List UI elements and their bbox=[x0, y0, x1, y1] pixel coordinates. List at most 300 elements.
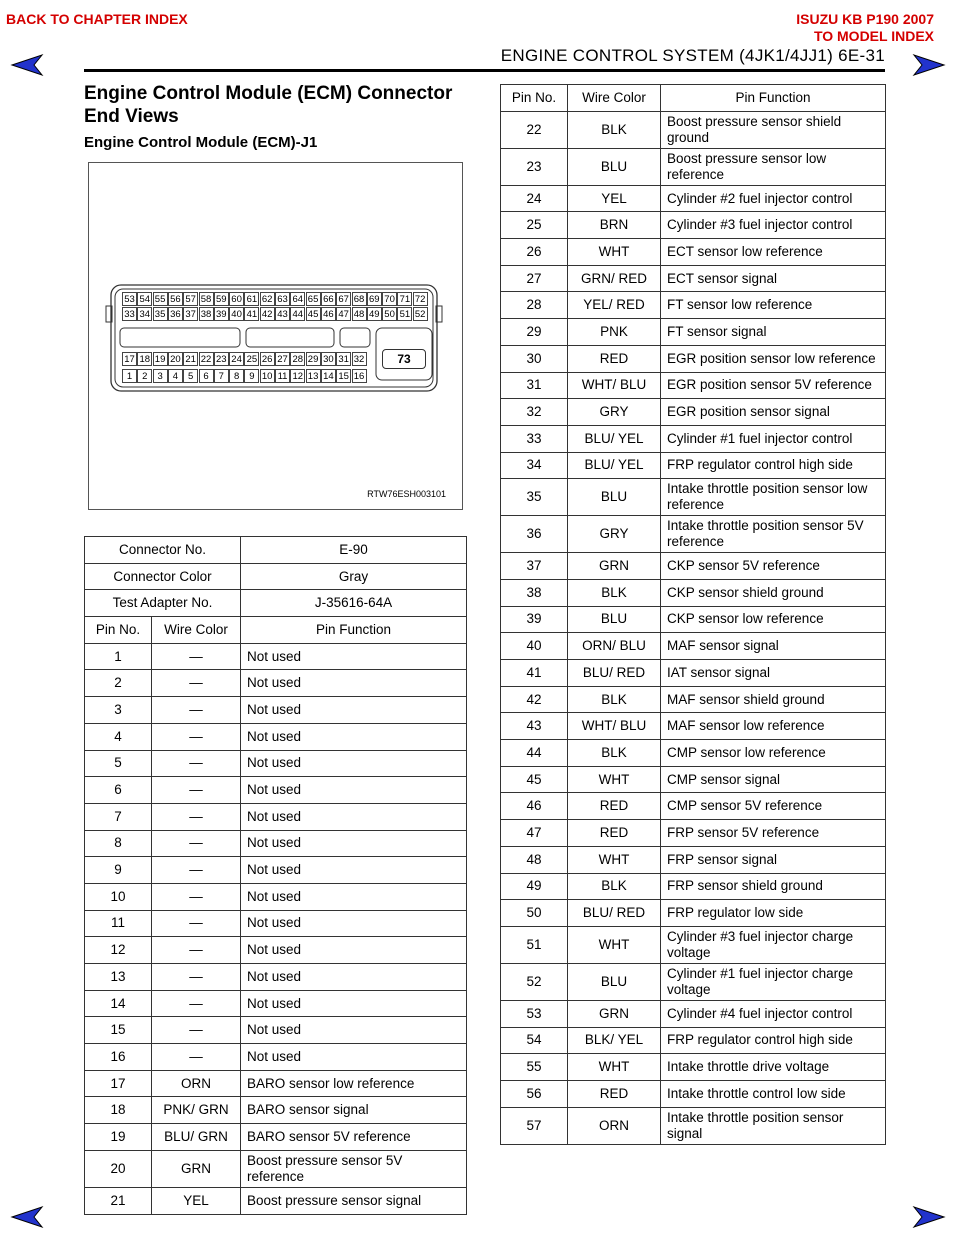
wire-color: — bbox=[152, 803, 241, 830]
wire-color: ORN/ BLU bbox=[568, 633, 661, 660]
pin-function: Intake throttle control low side bbox=[661, 1080, 886, 1107]
connector-pin: 60 bbox=[229, 292, 244, 306]
connector-pin: 17 bbox=[122, 352, 137, 366]
pin-number: 23 bbox=[501, 148, 568, 185]
pin-number: 29 bbox=[501, 319, 568, 346]
pin-function: Not used bbox=[241, 750, 467, 777]
pin-function: Cylinder #2 fuel injector control bbox=[661, 185, 886, 212]
connector-pin: 67 bbox=[336, 292, 351, 306]
wire-color: BLK/ YEL bbox=[568, 1027, 661, 1054]
connector-pin: 27 bbox=[275, 352, 290, 366]
pin-function: Boost pressure sensor shield ground bbox=[661, 111, 886, 148]
pin-row bbox=[85, 1070, 467, 1097]
connector-pin: 33 bbox=[122, 307, 137, 321]
pin-function: BARO sensor 5V reference bbox=[241, 1124, 467, 1151]
figure-code: RTW76ESH003101 bbox=[367, 489, 446, 499]
pin-number: 44 bbox=[501, 740, 568, 767]
pin-row bbox=[501, 1054, 886, 1081]
connector-pin: 23 bbox=[214, 352, 229, 366]
left-pin-table bbox=[84, 536, 467, 1215]
pin-number: 33 bbox=[501, 425, 568, 452]
pin-number: 35 bbox=[501, 479, 568, 516]
pin-number: 48 bbox=[501, 846, 568, 873]
section-subheading: Engine Control Module (ECM)-J1 bbox=[84, 134, 318, 151]
connector-pin: 49 bbox=[367, 307, 382, 321]
pin-row bbox=[85, 697, 467, 724]
pin-number: 40 bbox=[501, 633, 568, 660]
column-header-row bbox=[85, 617, 467, 644]
connector-pin: 32 bbox=[352, 352, 367, 366]
pin-function: FT sensor low reference bbox=[661, 292, 886, 319]
wire-color: BLU/ RED bbox=[568, 900, 661, 927]
pin-function: FT sensor signal bbox=[661, 319, 886, 346]
wire-color: GRY bbox=[568, 399, 661, 426]
connector-pin: 24 bbox=[229, 352, 244, 366]
pin-function: EGR position sensor 5V reference bbox=[661, 372, 886, 399]
pin-function: Not used bbox=[241, 1017, 467, 1044]
connector-pin: 5 bbox=[183, 369, 198, 383]
connector-outline bbox=[89, 163, 464, 511]
wire-color: RED bbox=[568, 345, 661, 372]
connector-pin: 64 bbox=[290, 292, 305, 306]
back-to-chapter-index-link[interactable]: BACK TO CHAPTER INDEX bbox=[6, 11, 188, 27]
pin-number: 55 bbox=[501, 1054, 568, 1081]
connector-pin: 69 bbox=[367, 292, 382, 306]
connector-pin: 1 bbox=[122, 369, 137, 383]
pin-function: CKP sensor low reference bbox=[661, 606, 886, 633]
wire-color: — bbox=[152, 643, 241, 670]
pin-number: 22 bbox=[501, 111, 568, 148]
pin-row bbox=[85, 723, 467, 750]
pin-function: FRP sensor shield ground bbox=[661, 873, 886, 900]
pin-number: 9 bbox=[85, 857, 152, 884]
pin-number: 36 bbox=[501, 516, 568, 553]
pin-function: Not used bbox=[241, 830, 467, 857]
pin-function: Cylinder #1 fuel injector charge voltage bbox=[661, 963, 886, 1000]
col-func-header: Pin Function bbox=[241, 617, 467, 644]
connector-pin: 34 bbox=[137, 307, 152, 321]
connector-pin: 44 bbox=[290, 307, 305, 321]
next-page-arrow-bottom-icon[interactable] bbox=[912, 1204, 946, 1235]
pin-row bbox=[501, 686, 886, 713]
wire-color: YEL/ RED bbox=[568, 292, 661, 319]
prev-page-arrow-bottom-icon[interactable] bbox=[10, 1204, 44, 1235]
pin-row bbox=[501, 963, 886, 1000]
connector-pin: 16 bbox=[352, 369, 367, 383]
pin-number: 34 bbox=[501, 452, 568, 479]
pin-row bbox=[501, 900, 886, 927]
wire-color: GRY bbox=[568, 516, 661, 553]
connector-no-row bbox=[85, 537, 467, 564]
wire-color: BLU bbox=[568, 148, 661, 185]
wire-color: BLK bbox=[568, 740, 661, 767]
pin-function: FRP sensor signal bbox=[661, 846, 886, 873]
pin-row bbox=[501, 239, 886, 266]
connector-pin: 59 bbox=[214, 292, 229, 306]
wire-color: BLK bbox=[568, 579, 661, 606]
connector-pin: 50 bbox=[382, 307, 397, 321]
pin-row bbox=[501, 399, 886, 426]
pin-row bbox=[501, 212, 886, 239]
pin-function: Not used bbox=[241, 910, 467, 937]
connector-pin: 56 bbox=[168, 292, 183, 306]
pin-function: Not used bbox=[241, 883, 467, 910]
pin-row bbox=[501, 606, 886, 633]
pin-function: CKP sensor 5V reference bbox=[661, 553, 886, 580]
connector-figure bbox=[88, 162, 463, 510]
pin-function: CMP sensor signal bbox=[661, 766, 886, 793]
wire-color: — bbox=[152, 777, 241, 804]
connector-pin: 21 bbox=[183, 352, 198, 366]
pin-function: Not used bbox=[241, 643, 467, 670]
pin-row bbox=[501, 873, 886, 900]
to-model-index-link[interactable]: TO MODEL INDEX bbox=[813, 28, 934, 44]
wire-color: GRN bbox=[568, 553, 661, 580]
col-pin-header: Pin No. bbox=[501, 85, 568, 112]
pin-number: 32 bbox=[501, 399, 568, 426]
connector-pin: 62 bbox=[260, 292, 275, 306]
pin-function: FRP regulator control high side bbox=[661, 452, 886, 479]
prev-page-arrow-icon[interactable] bbox=[10, 52, 44, 83]
pin-row bbox=[501, 111, 886, 148]
pin-row bbox=[501, 452, 886, 479]
wire-color: RED bbox=[568, 793, 661, 820]
pin-row bbox=[85, 830, 467, 857]
pin-number: 18 bbox=[85, 1097, 152, 1124]
pin-function: MAF sensor signal bbox=[661, 633, 886, 660]
connector-pin: 43 bbox=[275, 307, 290, 321]
connector-pin: 15 bbox=[336, 369, 351, 383]
pin-function: EGR position sensor signal bbox=[661, 399, 886, 426]
test-adapter-label: Test Adapter No. bbox=[85, 590, 241, 617]
pin-row bbox=[85, 883, 467, 910]
wire-color: — bbox=[152, 723, 241, 750]
wire-color: ORN bbox=[152, 1070, 241, 1097]
connector-no-label: Connector No. bbox=[85, 537, 241, 564]
wire-color: WHT bbox=[568, 1054, 661, 1081]
wire-color: WHT bbox=[568, 926, 661, 963]
connector-pin: 55 bbox=[153, 292, 168, 306]
connector-pin: 13 bbox=[306, 369, 321, 383]
pin-row bbox=[501, 1107, 886, 1144]
pin-row bbox=[501, 372, 886, 399]
pin-function: Not used bbox=[241, 937, 467, 964]
pin-number: 17 bbox=[85, 1070, 152, 1097]
pin-function: Not used bbox=[241, 723, 467, 750]
wire-color: — bbox=[152, 750, 241, 777]
pin-number: 43 bbox=[501, 713, 568, 740]
connector-pin: 11 bbox=[275, 369, 290, 383]
pin-row bbox=[501, 926, 886, 963]
pin-number: 5 bbox=[85, 750, 152, 777]
pin-number: 26 bbox=[501, 239, 568, 266]
pin-row bbox=[501, 740, 886, 767]
pin-row bbox=[85, 1097, 467, 1124]
connector-pin: 71 bbox=[397, 292, 412, 306]
connector-pin: 38 bbox=[199, 307, 214, 321]
wire-color: — bbox=[152, 670, 241, 697]
connector-pin: 41 bbox=[244, 307, 259, 321]
pin-function: MAF sensor low reference bbox=[661, 713, 886, 740]
pin-row bbox=[85, 803, 467, 830]
connector-pin: 4 bbox=[168, 369, 183, 383]
pin-row bbox=[85, 964, 467, 991]
pin-function: Not used bbox=[241, 1044, 467, 1071]
connector-color-label: Connector Color bbox=[85, 563, 241, 590]
pin-number: 53 bbox=[501, 1000, 568, 1027]
pin-row bbox=[85, 777, 467, 804]
pin-row bbox=[85, 1044, 467, 1071]
pin-row bbox=[501, 633, 886, 660]
wire-color: — bbox=[152, 937, 241, 964]
pin-number: 19 bbox=[85, 1124, 152, 1151]
connector-pin: 3 bbox=[153, 369, 168, 383]
connector-pin: 52 bbox=[413, 307, 428, 321]
pin-function: Boost pressure sensor signal bbox=[241, 1187, 467, 1214]
pin-number: 15 bbox=[85, 1017, 152, 1044]
connector-no-value: E-90 bbox=[241, 537, 467, 564]
connector-pin: 19 bbox=[153, 352, 168, 366]
wire-color: PNK/ GRN bbox=[152, 1097, 241, 1124]
wire-color: BLU/ RED bbox=[568, 660, 661, 687]
pin-number: 25 bbox=[501, 212, 568, 239]
pin-row bbox=[85, 990, 467, 1017]
connector-color-value: Gray bbox=[241, 563, 467, 590]
pin-number: 47 bbox=[501, 820, 568, 847]
wire-color: — bbox=[152, 883, 241, 910]
connector-pin: 35 bbox=[153, 307, 168, 321]
pin-function: Intake throttle position sensor 5V reference bbox=[661, 516, 886, 553]
pin-number: 54 bbox=[501, 1027, 568, 1054]
connector-pin: 26 bbox=[260, 352, 275, 366]
pin-row bbox=[501, 148, 886, 185]
pin-number: 39 bbox=[501, 606, 568, 633]
wire-color: — bbox=[152, 697, 241, 724]
pin-number: 6 bbox=[85, 777, 152, 804]
connector-pin: 72 bbox=[413, 292, 428, 306]
pin-function: Not used bbox=[241, 964, 467, 991]
pin-row bbox=[501, 425, 886, 452]
pin-function: CMP sensor low reference bbox=[661, 740, 886, 767]
pin-function: FRP regulator low side bbox=[661, 900, 886, 927]
pin-number: 2 bbox=[85, 670, 152, 697]
wire-color: — bbox=[152, 964, 241, 991]
pin-function: Not used bbox=[241, 803, 467, 830]
section-heading: Engine Control Module (ECM) Connector End Views bbox=[84, 83, 453, 127]
pin-number: 38 bbox=[501, 579, 568, 606]
pin-number: 8 bbox=[85, 830, 152, 857]
wire-color: WHT/ BLU bbox=[568, 372, 661, 399]
pin-row bbox=[501, 1000, 886, 1027]
connector-pin: 63 bbox=[275, 292, 290, 306]
pin-number: 4 bbox=[85, 723, 152, 750]
connector-pin: 51 bbox=[397, 307, 412, 321]
pin-number: 1 bbox=[85, 643, 152, 670]
pin-number: 12 bbox=[85, 937, 152, 964]
wire-color: BRN bbox=[568, 212, 661, 239]
connector-pin: 22 bbox=[199, 352, 214, 366]
pin-row bbox=[85, 910, 467, 937]
pin-row bbox=[501, 820, 886, 847]
pin-row bbox=[85, 857, 467, 884]
wire-color: YEL bbox=[568, 185, 661, 212]
wire-color: — bbox=[152, 1044, 241, 1071]
pin-row bbox=[85, 670, 467, 697]
wire-color: — bbox=[152, 830, 241, 857]
connector-pin: 45 bbox=[306, 307, 321, 321]
connector-pin: 39 bbox=[214, 307, 229, 321]
connector-pin: 10 bbox=[260, 369, 275, 383]
pin-function: Cylinder #1 fuel injector control bbox=[661, 425, 886, 452]
pin-function: IAT sensor signal bbox=[661, 660, 886, 687]
wire-color: RED bbox=[568, 820, 661, 847]
pin-row bbox=[501, 713, 886, 740]
connector-pin: 70 bbox=[382, 292, 397, 306]
connector-pin: 28 bbox=[290, 352, 305, 366]
pin-number: 13 bbox=[85, 964, 152, 991]
pin-function: Not used bbox=[241, 990, 467, 1017]
pin-number: 56 bbox=[501, 1080, 568, 1107]
pin-number: 50 bbox=[501, 900, 568, 927]
connector-pin: 42 bbox=[260, 307, 275, 321]
pin-row bbox=[85, 643, 467, 670]
connector-pin: 57 bbox=[183, 292, 198, 306]
wire-color: BLU/ GRN bbox=[152, 1124, 241, 1151]
pin-number: 45 bbox=[501, 766, 568, 793]
pin-row bbox=[501, 660, 886, 687]
pin-number: 11 bbox=[85, 910, 152, 937]
wire-color: — bbox=[152, 990, 241, 1017]
connector-pin: 61 bbox=[244, 292, 259, 306]
pin-function: MAF sensor shield ground bbox=[661, 686, 886, 713]
test-adapter-row bbox=[85, 590, 467, 617]
pin-row bbox=[85, 750, 467, 777]
wire-color: PNK bbox=[568, 319, 661, 346]
pin-number: 49 bbox=[501, 873, 568, 900]
connector-color-row bbox=[85, 563, 467, 590]
wire-color: BLU/ YEL bbox=[568, 425, 661, 452]
pin-number: 28 bbox=[501, 292, 568, 319]
pin-row bbox=[501, 846, 886, 873]
connector-pin: 54 bbox=[137, 292, 152, 306]
connector-pin: 36 bbox=[168, 307, 183, 321]
pin-row bbox=[85, 1124, 467, 1151]
model-index-block[interactable] bbox=[796, 11, 934, 45]
wire-color: WHT/ BLU bbox=[568, 713, 661, 740]
pin-row bbox=[501, 553, 886, 580]
wire-color: RED bbox=[568, 1080, 661, 1107]
connector-pin: 9 bbox=[244, 369, 259, 383]
connector-pin: 40 bbox=[229, 307, 244, 321]
connector-pin: 8 bbox=[229, 369, 244, 383]
wire-color: BLK bbox=[568, 686, 661, 713]
header-rule bbox=[84, 69, 885, 72]
pin-number: 57 bbox=[501, 1107, 568, 1144]
col-wire-header: Wire Color bbox=[568, 85, 661, 112]
wire-color: — bbox=[152, 1017, 241, 1044]
pin-function: Not used bbox=[241, 697, 467, 724]
connector-pin: 47 bbox=[336, 307, 351, 321]
wire-color: — bbox=[152, 857, 241, 884]
pin-function: Intake throttle position sensor low reference bbox=[661, 479, 886, 516]
connector-pin: 2 bbox=[137, 369, 152, 383]
pin-row bbox=[501, 1027, 886, 1054]
pin-row bbox=[501, 579, 886, 606]
pin-number: 37 bbox=[501, 553, 568, 580]
pin-number: 52 bbox=[501, 963, 568, 1000]
pin-number: 16 bbox=[85, 1044, 152, 1071]
pin-function: CKP sensor shield ground bbox=[661, 579, 886, 606]
pin-function: Cylinder #3 fuel injector charge voltage bbox=[661, 926, 886, 963]
wire-color: BLK bbox=[568, 873, 661, 900]
right-pin-table bbox=[500, 84, 886, 1145]
connector-pin: 58 bbox=[199, 292, 214, 306]
pin-number: 42 bbox=[501, 686, 568, 713]
pin-function: FRP sensor 5V reference bbox=[661, 820, 886, 847]
pin-row bbox=[501, 766, 886, 793]
wire-color: WHT bbox=[568, 766, 661, 793]
pin-function: Intake throttle drive voltage bbox=[661, 1054, 886, 1081]
pin-function: Not used bbox=[241, 670, 467, 697]
pin-function: ECT sensor low reference bbox=[661, 239, 886, 266]
page-header-title: ENGINE CONTROL SYSTEM (4JK1/4JJ1) 6E-31 bbox=[500, 46, 885, 65]
connector-pin: 65 bbox=[306, 292, 321, 306]
pin-function: Cylinder #4 fuel injector control bbox=[661, 1000, 886, 1027]
pin-number: 51 bbox=[501, 926, 568, 963]
pin-row bbox=[85, 1187, 467, 1214]
connector-pin: 7 bbox=[214, 369, 229, 383]
pin-row bbox=[85, 1150, 467, 1187]
pin-row bbox=[501, 292, 886, 319]
pin-number: 3 bbox=[85, 697, 152, 724]
pin-row bbox=[501, 319, 886, 346]
column-header-row bbox=[501, 85, 886, 112]
pin-function: Not used bbox=[241, 857, 467, 884]
connector-pin: 29 bbox=[306, 352, 321, 366]
connector-pin: 53 bbox=[122, 292, 137, 306]
wire-color: WHT bbox=[568, 239, 661, 266]
next-page-arrow-icon[interactable] bbox=[912, 52, 946, 83]
pin-row bbox=[501, 793, 886, 820]
col-wire-header: Wire Color bbox=[152, 617, 241, 644]
pin-row bbox=[501, 185, 886, 212]
pin-number: 20 bbox=[85, 1150, 152, 1187]
wire-color: BLU bbox=[568, 479, 661, 516]
wire-color: BLU/ YEL bbox=[568, 452, 661, 479]
wire-color: GRN/ RED bbox=[568, 265, 661, 292]
connector-pin: 66 bbox=[321, 292, 336, 306]
col-func-header: Pin Function bbox=[661, 85, 886, 112]
connector-pin: 6 bbox=[199, 369, 214, 383]
connector-pin: 14 bbox=[321, 369, 336, 383]
connector-pin: 25 bbox=[244, 352, 259, 366]
pin-function: CMP sensor 5V reference bbox=[661, 793, 886, 820]
wire-color: BLU bbox=[568, 606, 661, 633]
wire-color: BLU bbox=[568, 963, 661, 1000]
pin-number: 14 bbox=[85, 990, 152, 1017]
pin-row bbox=[85, 1017, 467, 1044]
pin-function: Boost pressure sensor low reference bbox=[661, 148, 886, 185]
wire-color: ORN bbox=[568, 1107, 661, 1144]
connector-pin: 48 bbox=[352, 307, 367, 321]
pin-function: Not used bbox=[241, 777, 467, 804]
pin-number: 46 bbox=[501, 793, 568, 820]
wire-color: BLK bbox=[568, 111, 661, 148]
connector-pin: 12 bbox=[290, 369, 305, 383]
connector-pin: 20 bbox=[168, 352, 183, 366]
pin-number: 30 bbox=[501, 345, 568, 372]
connector-pin: 30 bbox=[321, 352, 336, 366]
